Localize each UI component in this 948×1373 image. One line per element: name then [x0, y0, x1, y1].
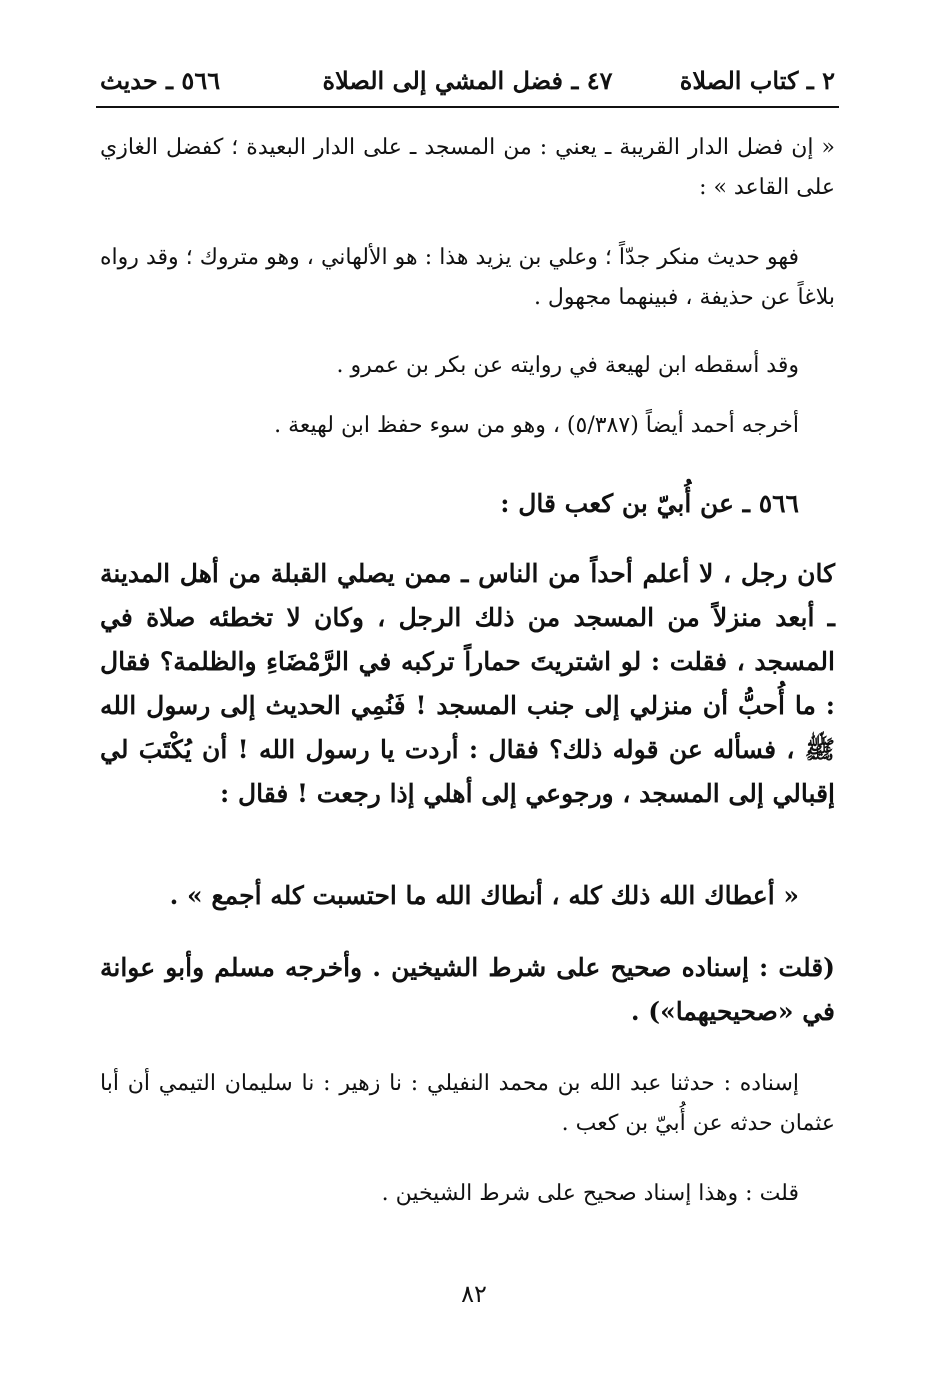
paragraph-isqat: وقد أسقطه ابن لهيعة في روايته عن بكر بن عمرو . [336, 353, 799, 378]
hadith-heading: ٥٦٦ ـ عن أُبيّ بن كعب قال : [500, 489, 799, 518]
hadith-prophet-reply: « أعطاك الله ذلك كله ، أنطاك الله ما احتسبت كله أجمع » . [169, 881, 799, 910]
paragraph-isnad: إسناده : حدثنا عبد الله بن محمد النفيلي : نا زهير : نا سليمان التيمي أن أبا عثمان حدثه عن أُبيّ بن كعب . [100, 1071, 835, 1136]
paragraph-quoted-hadith: « إن فضل الدار القريبة ـ يعني : من المسجد ـ على الدار البعيدة ؛ كفضل الغازي على القاعد » : [100, 135, 835, 200]
header-book-title: ٢ ـ كتاب الصلاة [679, 66, 835, 95]
page-number: ٨٢ [461, 1280, 487, 1308]
header-hadith-number: ٥٦٦ ـ حديث [100, 66, 221, 95]
header-chapter-title: ٤٧ ـ فضل المشي إلى الصلاة [322, 66, 613, 95]
hadith-text: كان رجل ، لا أعلم أحداً من الناس ـ ممن يصلي القبلة من أهل المدينة ـ أبعد منزلاً من المسجد من ذلك الرجل ، وكان لا تخطئه صلاة في المسجد ، فقلت : لو اشتريتَ حماراً تركبه في الرَّمْضَاءِ والظلمة؟ فقال : ما أُحبُّ أن منزلي إلى جنب المسجد ! فَنُمِي الحديث إلى رسول الله ﷺ ، فسأله عن قوله ذلك؟ فقال : أردت يا رسول الله ! أن يُكْتَبَ لي إقبالي إلى المسجد ، ورجوعي إلى أهلي إذا رجعت ! فقال : [100, 559, 835, 808]
document-page [96, 62, 839, 1322]
paragraph-conclusion: قلت : وهذا إسناد صحيح على شرط الشيخين . [381, 1181, 799, 1206]
paragraph-grading: (قلت : إسناده صحيح على شرط الشيخين . وأخرجه مسلم وأبو عوانة في «صحيحيهما») . [100, 953, 835, 1026]
running-header [96, 62, 839, 108]
paragraph-takhrij: أخرجه أحمد أيضاً (٥/٣٨٧) ، وهو من سوء حفظ ابن لهيعة . [274, 413, 799, 438]
paragraph-commentary: فهو حديث منكر جدّاً ؛ وعلي بن يزيد هذا : هو الألهاني ، وهو متروك ؛ وقد رواه بلاغاً عن حذيفة ، فبينهما مجهول . [100, 245, 835, 310]
